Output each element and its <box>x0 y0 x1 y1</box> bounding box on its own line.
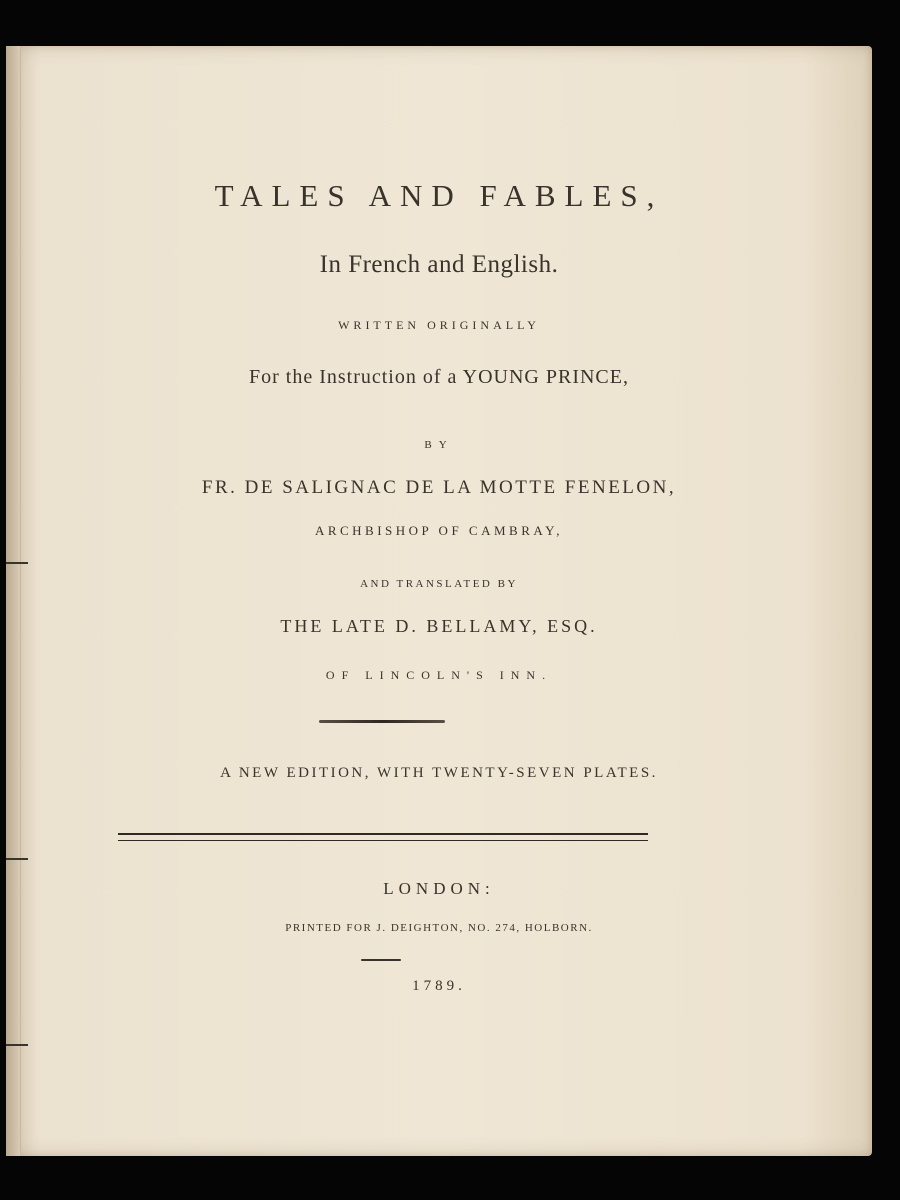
binding-notch <box>6 562 28 564</box>
author-name: FR. DE SALIGNAC DE LA MOTTE FENELON, <box>201 477 677 498</box>
translator-affiliation: OF LINCOLN'S INN. <box>325 668 553 682</box>
book-title: TALES AND FABLES, <box>214 178 664 213</box>
translated-by-line: AND TRANSLATED BY <box>360 578 518 590</box>
printer-line: PRINTED FOR J. DEIGHTON, NO. 274, HOLBORN. <box>285 922 593 934</box>
author-title: ARCHBISHOP OF CAMBRAY, <box>314 523 564 538</box>
book-page <box>6 46 872 1156</box>
edition-statement: A NEW EDITION, WITH TWENTY-SEVEN PLATES. <box>220 765 658 781</box>
by-line: BY <box>424 439 454 451</box>
purpose-line: For the Instruction of a YOUNG PRINCE, <box>248 366 629 388</box>
publication-year: 1789. <box>412 978 466 994</box>
book-subtitle: In French and English. <box>319 251 559 278</box>
ornamental-rule <box>319 720 445 723</box>
double-rule <box>118 833 648 841</box>
translator-name: THE LATE D. BELLAMY, ESQ. <box>280 616 598 636</box>
written-originally-line: WRITTEN ORIGINALLY <box>338 318 540 332</box>
binding-notch <box>6 1044 28 1046</box>
binding-notch <box>6 858 28 860</box>
publication-place: LONDON: <box>383 879 495 898</box>
small-rule <box>361 959 401 961</box>
